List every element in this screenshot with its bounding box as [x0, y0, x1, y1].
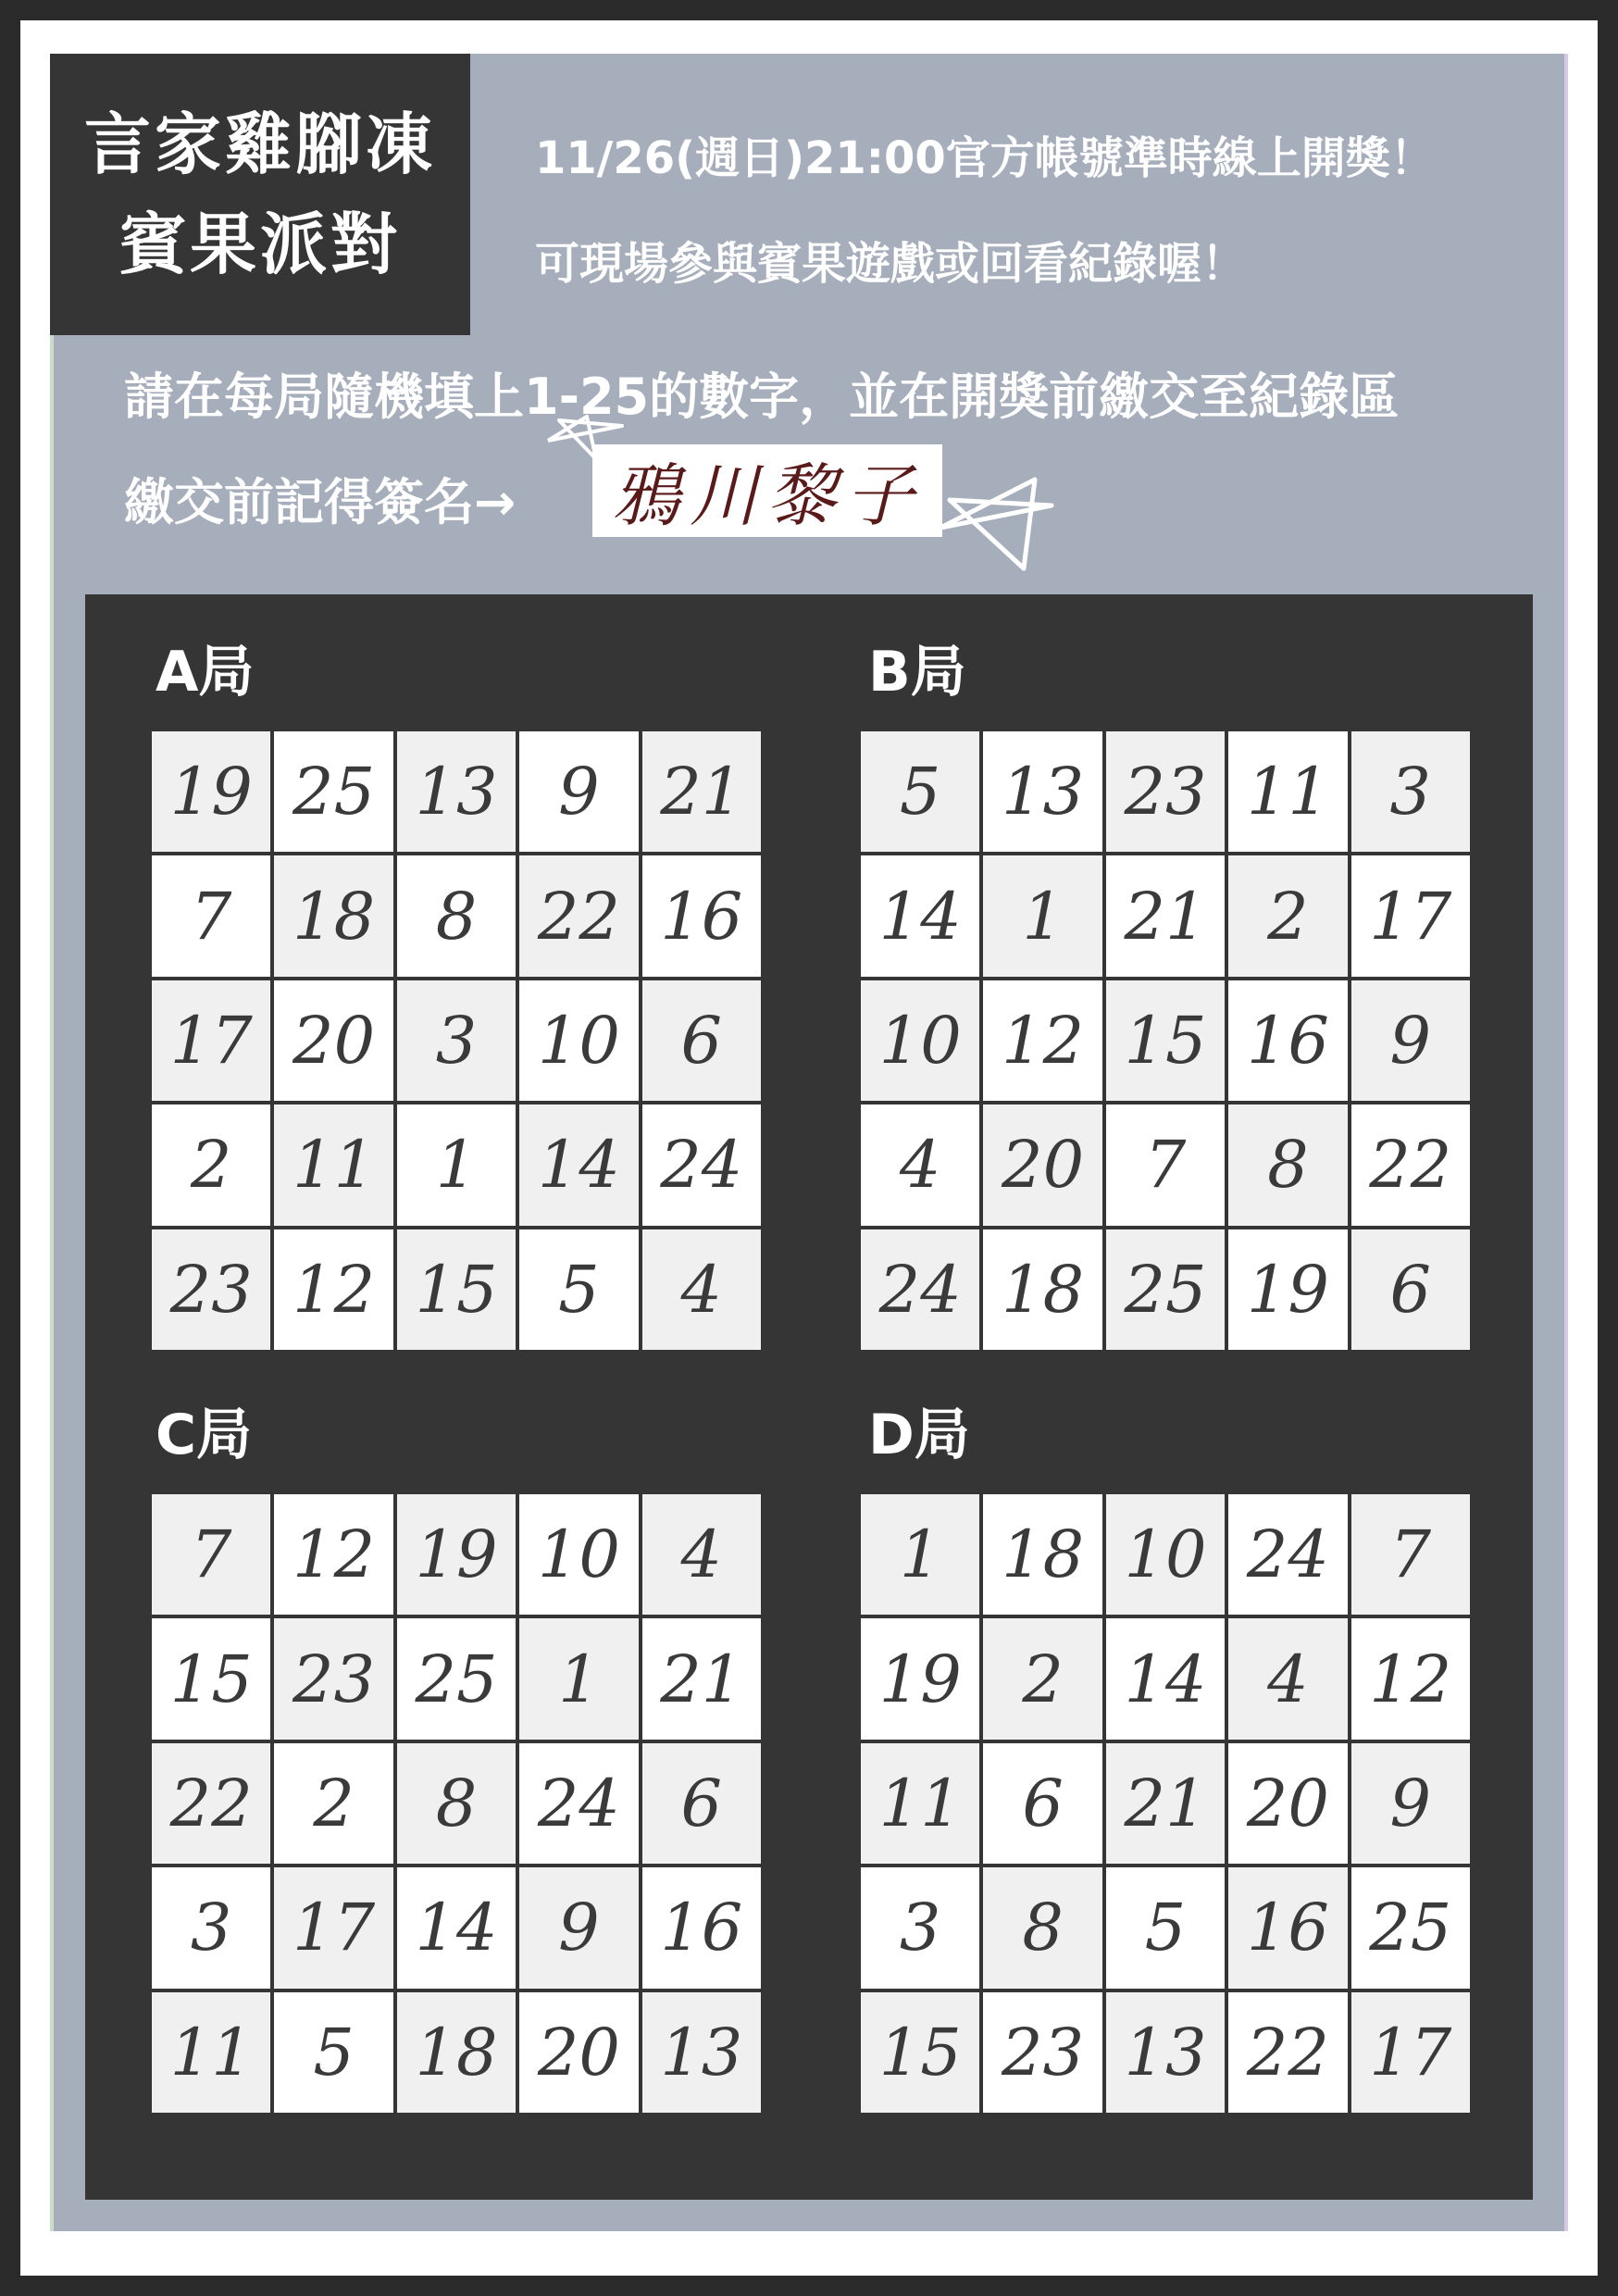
star-doodle-icon [931, 472, 1061, 574]
bingo-cell[interactable]: 9 [1351, 1743, 1470, 1864]
bingo-cell[interactable]: 5 [861, 731, 979, 852]
bingo-cell[interactable]: 16 [642, 1867, 761, 1988]
round-b-title: B局 [868, 640, 966, 705]
round-c-title: C局 [156, 1403, 253, 1467]
bingo-cell[interactable]: 18 [983, 1229, 1101, 1350]
bingo-cell[interactable]: 15 [152, 1618, 270, 1739]
bingo-cell[interactable]: 12 [274, 1229, 392, 1350]
bingo-cell[interactable]: 24 [861, 1229, 979, 1350]
bingo-cell[interactable]: 14 [519, 1104, 638, 1225]
bingo-cell[interactable]: 21 [642, 731, 761, 852]
bingo-cell[interactable]: 17 [1351, 1992, 1470, 2113]
bingo-cell[interactable]: 3 [861, 1867, 979, 1988]
bingo-cell[interactable]: 23 [152, 1229, 270, 1350]
bingo-cell[interactable]: 12 [1351, 1618, 1470, 1739]
bingo-cell[interactable]: 1 [861, 1494, 979, 1615]
bingo-cell[interactable]: 16 [642, 855, 761, 976]
bingo-cell[interactable]: 15 [861, 1992, 979, 2113]
bingo-cell[interactable]: 13 [983, 731, 1101, 852]
bingo-cell[interactable]: 11 [152, 1992, 270, 2113]
bingo-cell[interactable]: 2 [274, 1743, 392, 1864]
bingo-cell[interactable]: 22 [152, 1743, 270, 1864]
bingo-cell[interactable]: 19 [152, 731, 270, 852]
bingo-cell[interactable]: 8 [983, 1867, 1101, 1988]
bingo-cell[interactable]: 5 [274, 1992, 392, 2113]
bingo-cell[interactable]: 13 [397, 731, 516, 852]
bingo-cell[interactable]: 20 [519, 1992, 638, 2113]
bingo-cell[interactable]: 4 [642, 1494, 761, 1615]
bingo-grid-c [148, 1491, 765, 2116]
bingo-cell[interactable]: 10 [519, 980, 638, 1101]
bingo-cell[interactable]: 16 [1228, 1867, 1347, 1988]
bingo-cell[interactable]: 25 [397, 1618, 516, 1739]
bingo-cell[interactable]: 25 [274, 731, 392, 852]
bingo-cell[interactable]: 18 [397, 1992, 516, 2113]
bingo-cell[interactable]: 11 [1228, 731, 1347, 852]
bingo-cell[interactable]: 10 [861, 980, 979, 1101]
bingo-cell[interactable]: 19 [397, 1494, 516, 1615]
signature-handwriting: 鴉川黎子 [612, 456, 923, 536]
bingo-cell[interactable]: 22 [519, 855, 638, 976]
event-title [50, 54, 470, 335]
bingo-cell[interactable]: 2 [1228, 855, 1347, 976]
bingo-cell[interactable]: 23 [983, 1992, 1101, 2113]
bingo-cell[interactable]: 21 [1106, 855, 1225, 976]
bingo-cell[interactable]: 1 [519, 1618, 638, 1739]
event-title-line1: 言家雞腳凍 [83, 106, 436, 183]
bingo-grid-d [857, 1491, 1474, 2116]
bingo-cell[interactable]: 25 [1351, 1867, 1470, 1988]
bingo-cell[interactable]: 7 [1351, 1494, 1470, 1615]
bingo-cell[interactable]: 11 [861, 1743, 979, 1864]
bingo-board-area [85, 594, 1533, 2200]
bingo-cell[interactable]: 7 [152, 855, 270, 976]
bingo-cell[interactable]: 8 [397, 855, 516, 976]
sign-instruction: 繳交前記得簽名→ [124, 473, 517, 531]
bingo-cell[interactable]: 23 [1106, 731, 1225, 852]
participation-info: 可現場參與賓果遊戲或回看紀錄喔！ [535, 238, 1247, 290]
bingo-cell[interactable]: 3 [397, 980, 516, 1101]
bingo-grid-b [857, 728, 1474, 1354]
bingo-cell[interactable]: 16 [1228, 980, 1347, 1101]
bingo-cell[interactable]: 3 [1351, 731, 1470, 852]
bingo-cell[interactable]: 6 [1351, 1229, 1470, 1350]
event-title-line2: 賓果派對 [118, 206, 401, 283]
bingo-cell[interactable]: 6 [642, 1743, 761, 1864]
bingo-cell[interactable]: 9 [1351, 980, 1470, 1101]
bingo-cell[interactable]: 9 [519, 731, 638, 852]
bingo-cell[interactable]: 14 [1106, 1618, 1225, 1739]
bingo-cell[interactable]: 17 [274, 1867, 392, 1988]
bingo-cell[interactable]: 5 [519, 1229, 638, 1350]
bingo-grid-a [148, 728, 765, 1354]
draw-time-info: 11/26(週日)21:00官方帳號準時線上開獎！ [535, 132, 1435, 184]
bingo-cell[interactable]: 20 [983, 1104, 1101, 1225]
bingo-cell[interactable]: 18 [274, 855, 392, 976]
bingo-cell[interactable]: 20 [1228, 1743, 1347, 1864]
bingo-cell[interactable]: 17 [152, 980, 270, 1101]
bingo-cell[interactable]: 14 [397, 1867, 516, 1988]
bingo-cell[interactable]: 12 [983, 980, 1101, 1101]
bingo-cell[interactable]: 12 [274, 1494, 392, 1615]
round-d-title: D局 [868, 1403, 970, 1467]
bingo-cell[interactable]: 10 [519, 1494, 638, 1615]
bingo-cell[interactable]: 8 [397, 1743, 516, 1864]
bingo-cell[interactable]: 25 [1106, 1229, 1225, 1350]
bingo-cell[interactable]: 3 [152, 1867, 270, 1988]
bingo-cell[interactable]: 24 [519, 1743, 638, 1864]
round-a-title: A局 [156, 640, 255, 705]
bingo-cell[interactable]: 7 [1106, 1104, 1225, 1225]
signature-field[interactable] [592, 444, 942, 537]
bingo-cell[interactable]: 1 [397, 1104, 516, 1225]
bingo-cell[interactable]: 6 [642, 980, 761, 1101]
bingo-cell[interactable]: 15 [397, 1229, 516, 1350]
bingo-cell[interactable]: 18 [983, 1494, 1101, 1615]
bingo-cell[interactable]: 11 [274, 1104, 392, 1225]
bingo-cell[interactable]: 19 [861, 1618, 979, 1739]
bingo-cell[interactable]: 13 [1106, 1992, 1225, 2113]
bingo-cell[interactable]: 2 [152, 1104, 270, 1225]
bingo-cell[interactable]: 14 [861, 855, 979, 976]
bingo-cell[interactable]: 5 [1106, 1867, 1225, 1988]
bingo-cell[interactable]: 24 [1228, 1494, 1347, 1615]
bingo-cell[interactable]: 9 [519, 1867, 638, 1988]
bingo-cell[interactable]: 2 [983, 1618, 1101, 1739]
bingo-cell[interactable]: 22 [1228, 1992, 1347, 2113]
bingo-cell[interactable]: 1 [983, 855, 1101, 976]
bingo-cell[interactable]: 19 [1228, 1229, 1347, 1350]
bingo-cell[interactable]: 4 [861, 1104, 979, 1225]
bingo-cell[interactable]: 21 [642, 1618, 761, 1739]
fill-instruction: 請在每局隨機填上1-25的數字，並在開獎前繳交至紀錄區 [124, 368, 1400, 426]
bingo-cell[interactable]: 7 [152, 1494, 270, 1615]
bingo-cell[interactable]: 21 [1106, 1743, 1225, 1864]
bingo-cell[interactable]: 15 [1106, 980, 1225, 1101]
bingo-cell[interactable]: 22 [1351, 1104, 1470, 1225]
bingo-cell[interactable]: 4 [1228, 1618, 1347, 1739]
bingo-cell[interactable]: 24 [642, 1104, 761, 1225]
bingo-cell[interactable]: 23 [274, 1618, 392, 1739]
bingo-cell[interactable]: 4 [642, 1229, 761, 1350]
bingo-cell[interactable]: 13 [642, 1992, 761, 2113]
bingo-cell[interactable]: 20 [274, 980, 392, 1101]
bingo-cell[interactable]: 6 [983, 1743, 1101, 1864]
bingo-cell[interactable]: 17 [1351, 855, 1470, 976]
bingo-cell[interactable]: 10 [1106, 1494, 1225, 1615]
bingo-cell[interactable]: 8 [1228, 1104, 1347, 1225]
